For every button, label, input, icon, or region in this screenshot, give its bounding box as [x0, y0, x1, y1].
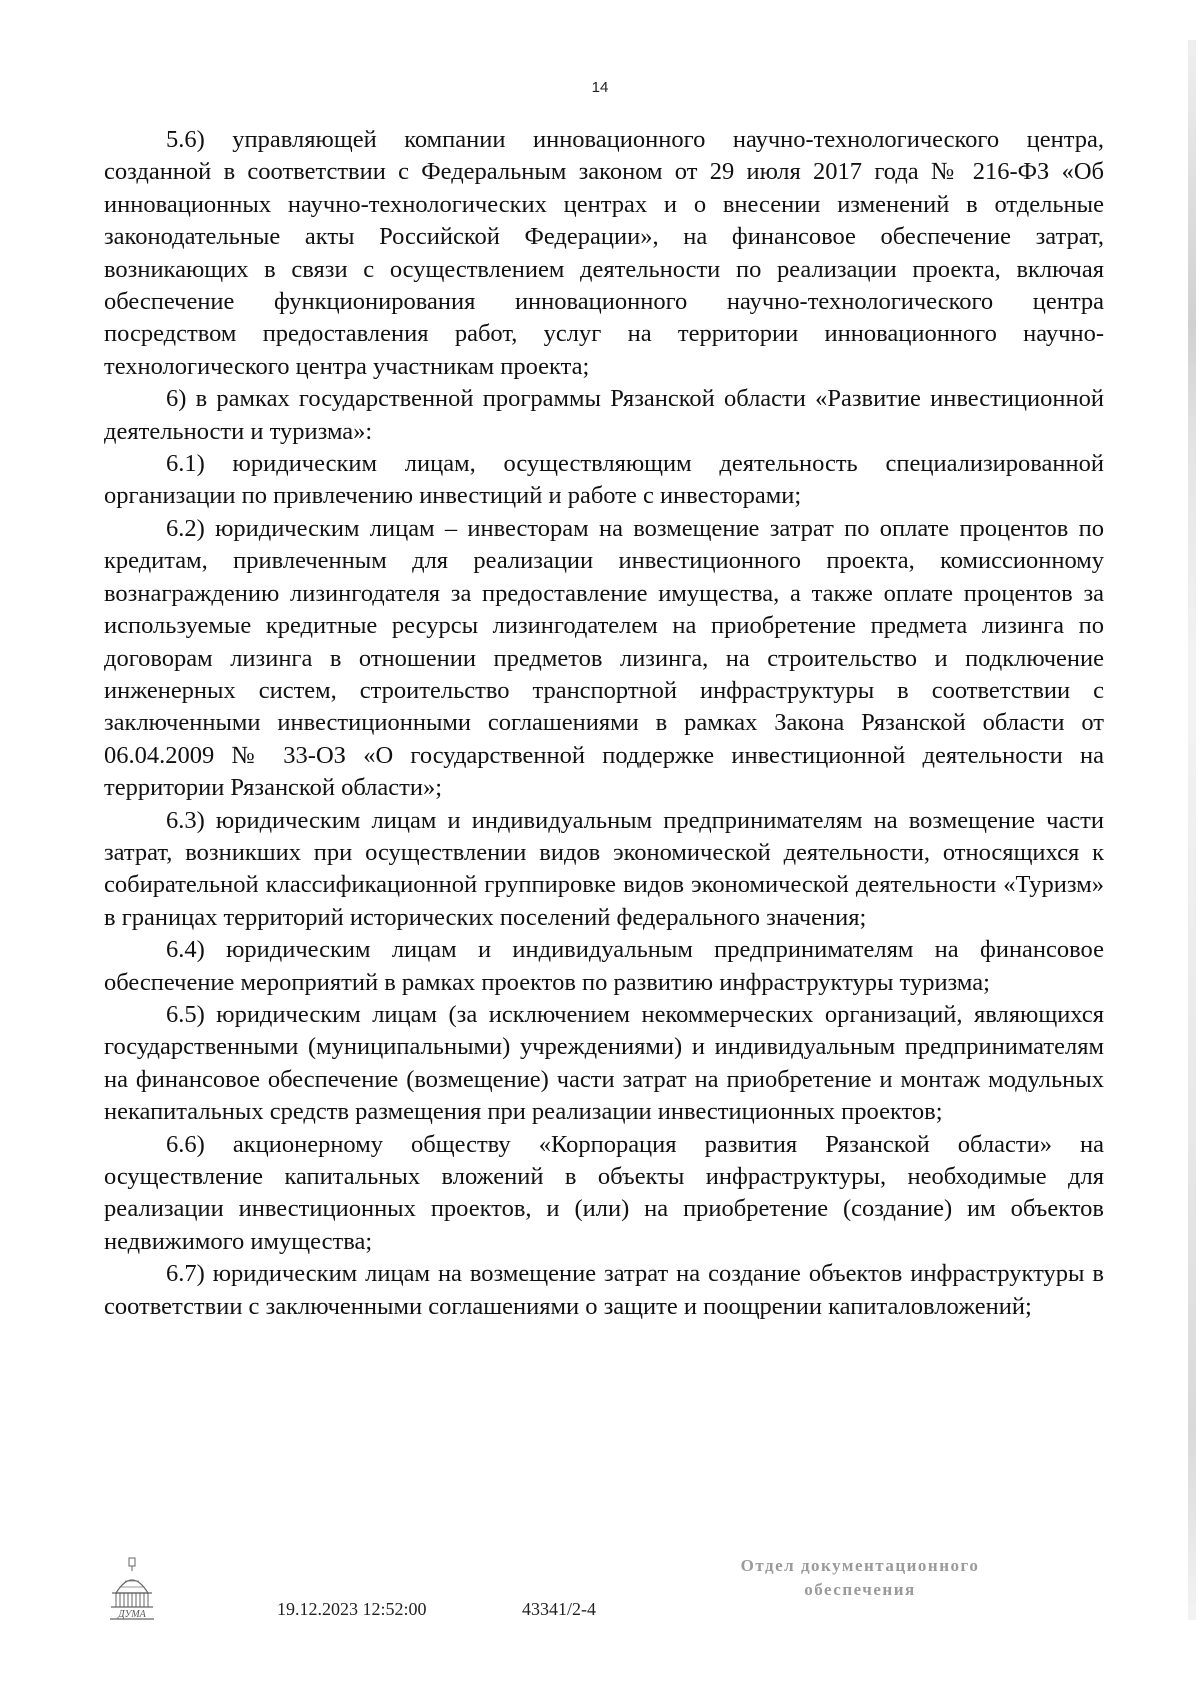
footer-doc-code: 43341/2-4 [522, 1599, 596, 1619]
paragraph-6-1: 6.1) юридическим лицам, осуществляющим деятельность специализированной организации по привлечению инвестиций и работе с инвесторами; [104, 450, 1104, 510]
paragraph-5-6: 5.6) управляющей компании инновационного научно-технологического центра, созданной в соответствии с Федеральным законом от 29 июля 2017 года № 216-ФЗ «Об инновационных научно-технологических центрах и о внесении изменений в отдельные законодательные акты Российской Федерации», на финансовое обеспечение затрат, возникающих в связи с осуществлением деятельности по реализации проекта, включая обеспечение функционирования инновационного научно-технологического центра посредством предоставления работ, услуг на территории инновационного научно-технологического центра участникам проекта; [104, 126, 1104, 380]
duma-logo-icon [107, 1557, 157, 1621]
paragraph-6-4: 6.4) юридическим лицам и индивидуальным предпринимателям на финансовое обеспечение мероприятий в рамках проектов по развитию инфраструктуры туризма; [104, 936, 1104, 996]
paragraph-6-5: 6.5) юридическим лицам (за исключением некоммерческих организаций, являющихся государственными (муниципальными) учреждениями) и индивидуальным предпринимателям на финансовое обеспечение (возмещение) части затрат на приобретение и монтаж модульных некапитальных средств размещения при реализации инвестиционных проектов; [104, 1000, 1104, 1126]
department-stamp [700, 1554, 1020, 1602]
stamp-line-1: Отдел документационного [740, 1556, 980, 1575]
page-number: 14 [591, 79, 609, 96]
stamp-line-2: обеспечения [804, 1580, 916, 1599]
footer-datetime: 19.12.2023 12:52:00 [277, 1599, 427, 1619]
duma-logo-text: ДУМА [118, 1609, 146, 1620]
paragraph-6-6: 6.6) акционерному обществу «Корпорация развития Рязанской области» на осуществление капитальных вложений в объекты инфраструктуры, необходимые для реализации инвестиционных проектов, и (или) на приобретение (создание) им объектов недвижимого имущества; [104, 1130, 1104, 1255]
paragraph-6-3: 6.3) юридическим лицам и индивидуальным предпринимателям на возмещение части затрат, возникших при осуществлении видов экономической деятельности, относящихся к собирательной классификационной группировке видов экономической деятельности «Туризм» в границах территорий исторических поселений федерального значения; [104, 806, 1104, 931]
scan-edge-strip [1188, 40, 1196, 1620]
paragraph-6-2: 6.2) юридическим лицам – инвесторам на возмещение затрат по оплате процентов по кредитам, привлеченным для реализации инвестиционного проекта, комиссионному вознаграждению лизингодателя за предоставление имущества, а также оплате процентов за используемые кредитные ресурсы лизингодателем на приобретение предмета лизинга по договорам лизинга в отношении предметов лизинга, на строительство и подключение инженерных систем, строительство транспортной инфраструктуры в соответствии с заключенными инвестиционными соглашениями в рамках Закона Рязанской области от 06.04.2009 № 33-ОЗ «О государственной поддержке инвестиционной деятельности на территории Рязанской области»; [104, 514, 1104, 802]
paragraph-6-7: 6.7) юридическим лицам на возмещение затрат на создание объектов инфраструктуры в соответствии с заключенными соглашениями о защите и поощрении капиталовложений; [104, 1260, 1104, 1320]
document-body [104, 124, 1104, 1323]
paragraph-6: 6) в рамках государственной программы Рязанской области «Развитие инвестиционной деятельности и туризма»: [104, 385, 1104, 445]
